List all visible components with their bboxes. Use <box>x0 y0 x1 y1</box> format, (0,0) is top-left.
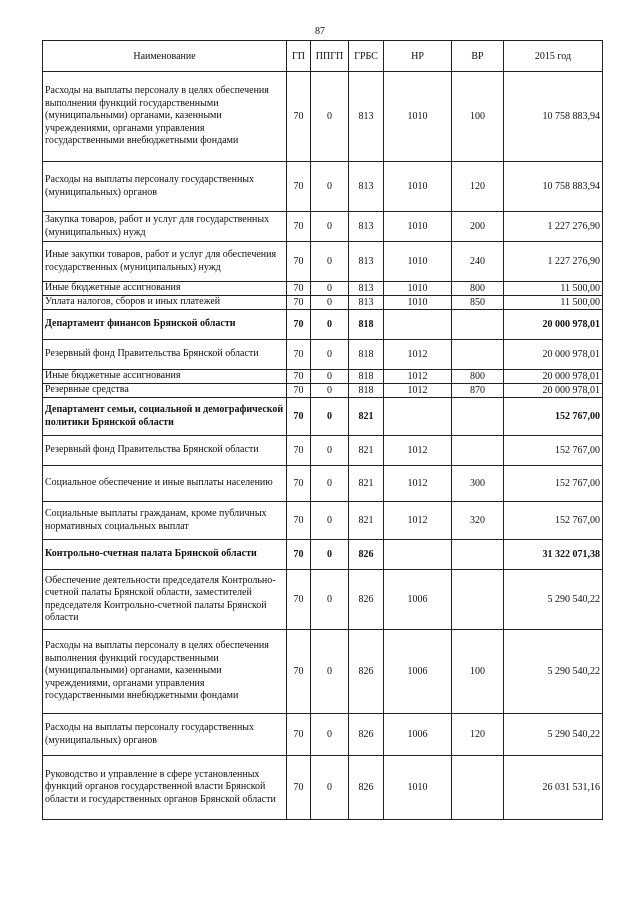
table-row <box>43 296 603 310</box>
cell-nr <box>384 540 452 570</box>
cell-grbs: 826 <box>349 570 384 630</box>
header-year: 2015 год <box>504 41 603 72</box>
cell-grbs: 818 <box>349 370 384 384</box>
cell-amount: 152 767,00 <box>504 466 603 502</box>
cell-grbs: 813 <box>349 296 384 310</box>
cell-ppgp: 0 <box>311 714 349 756</box>
cell-name: Департамент финансов Брянской области <box>43 310 287 340</box>
cell-ppgp: 0 <box>311 282 349 296</box>
cell-amount: 152 767,00 <box>504 502 603 540</box>
cell-gp: 70 <box>287 466 311 502</box>
cell-vr <box>452 340 504 370</box>
cell-amount: 11 500,00 <box>504 282 603 296</box>
table-row <box>43 630 603 714</box>
cell-nr <box>384 398 452 436</box>
cell-ppgp: 0 <box>311 296 349 310</box>
cell-amount: 20 000 978,01 <box>504 370 603 384</box>
cell-gp: 70 <box>287 714 311 756</box>
cell-grbs: 821 <box>349 502 384 540</box>
cell-gp: 70 <box>287 340 311 370</box>
table-row <box>43 502 603 540</box>
cell-vr: 120 <box>452 714 504 756</box>
cell-vr: 100 <box>452 630 504 714</box>
cell-vr <box>452 310 504 340</box>
table-row <box>43 340 603 370</box>
cell-name: Социальное обеспечение и иные выплаты населению <box>43 466 287 502</box>
cell-gp: 70 <box>287 436 311 466</box>
cell-ppgp: 0 <box>311 340 349 370</box>
table-row <box>43 756 603 820</box>
table-row <box>43 370 603 384</box>
cell-amount: 1 227 276,90 <box>504 212 603 242</box>
cell-name: Расходы на выплаты персоналу в целях обеспечения выполнения функций государственными (муниципальными) органами, казенными учреждениями, органами управления государственными внебюджетными фондами <box>43 630 287 714</box>
cell-vr <box>452 540 504 570</box>
cell-gp: 70 <box>287 72 311 162</box>
table-row <box>43 282 603 296</box>
cell-vr <box>452 436 504 466</box>
table-row <box>43 384 603 398</box>
table-row <box>43 570 603 630</box>
cell-ppgp: 0 <box>311 630 349 714</box>
cell-ppgp: 0 <box>311 162 349 212</box>
cell-nr: 1010 <box>384 72 452 162</box>
header-name: Наименование <box>43 41 287 72</box>
cell-grbs: 821 <box>349 398 384 436</box>
cell-grbs: 818 <box>349 340 384 370</box>
cell-grbs: 826 <box>349 756 384 820</box>
cell-name: Расходы на выплаты персоналу в целях обеспечения выполнения функций государственными (муниципальными) органами, казенными учреждениями, органами управления государственными внебюджетными фондами <box>43 72 287 162</box>
cell-amount: 20 000 978,01 <box>504 310 603 340</box>
cell-nr: 1012 <box>384 436 452 466</box>
table-row <box>43 212 603 242</box>
cell-gp: 70 <box>287 398 311 436</box>
cell-vr: 850 <box>452 296 504 310</box>
cell-nr: 1006 <box>384 714 452 756</box>
cell-vr: 870 <box>452 384 504 398</box>
cell-vr: 200 <box>452 212 504 242</box>
cell-grbs: 821 <box>349 466 384 502</box>
cell-amount: 26 031 531,16 <box>504 756 603 820</box>
cell-amount: 152 767,00 <box>504 436 603 466</box>
cell-name: Резервный фонд Правительства Брянской области <box>43 340 287 370</box>
table-row <box>43 72 603 162</box>
table-header-row <box>43 41 603 72</box>
header-vr: ВР <box>452 41 504 72</box>
cell-nr: 1010 <box>384 212 452 242</box>
cell-name: Уплата налогов, сборов и иных платежей <box>43 296 287 310</box>
cell-grbs: 818 <box>349 310 384 340</box>
cell-ppgp: 0 <box>311 310 349 340</box>
cell-amount: 5 290 540,22 <box>504 714 603 756</box>
cell-vr: 120 <box>452 162 504 212</box>
cell-name: Иные закупки товаров, работ и услуг для обеспечения государственных (муниципальных) нужд <box>43 242 287 282</box>
cell-grbs: 826 <box>349 630 384 714</box>
cell-gp: 70 <box>287 242 311 282</box>
cell-amount: 1 227 276,90 <box>504 242 603 282</box>
cell-vr: 300 <box>452 466 504 502</box>
cell-name: Расходы на выплаты персоналу государственных (муниципальных) органов <box>43 714 287 756</box>
cell-nr: 1006 <box>384 630 452 714</box>
cell-vr <box>452 398 504 436</box>
cell-gp: 70 <box>287 570 311 630</box>
cell-name: Контрольно-счетная палата Брянской области <box>43 540 287 570</box>
cell-gp: 70 <box>287 296 311 310</box>
cell-grbs: 818 <box>349 384 384 398</box>
table-row <box>43 714 603 756</box>
cell-nr: 1006 <box>384 570 452 630</box>
cell-gp: 70 <box>287 540 311 570</box>
cell-nr: 1010 <box>384 162 452 212</box>
table-row <box>43 466 603 502</box>
cell-grbs: 813 <box>349 242 384 282</box>
header-gp: ГП <box>287 41 311 72</box>
budget-table <box>42 40 603 820</box>
cell-ppgp: 0 <box>311 466 349 502</box>
cell-amount: 152 767,00 <box>504 398 603 436</box>
cell-nr: 1012 <box>384 370 452 384</box>
cell-amount: 5 290 540,22 <box>504 570 603 630</box>
cell-nr: 1012 <box>384 340 452 370</box>
cell-name: Обеспечение деятельности председателя Контрольно-счетной палаты Брянской области, заместителей председателя Контрольно-счетной палаты Брянской области <box>43 570 287 630</box>
cell-grbs: 826 <box>349 540 384 570</box>
cell-gp: 70 <box>287 370 311 384</box>
cell-name: Иные бюджетные ассигнования <box>43 282 287 296</box>
cell-name: Закупка товаров, работ и услуг для государственных (муниципальных) нужд <box>43 212 287 242</box>
cell-ppgp: 0 <box>311 72 349 162</box>
page-number: 87 <box>315 26 325 37</box>
cell-grbs: 826 <box>349 714 384 756</box>
cell-vr: 240 <box>452 242 504 282</box>
cell-ppgp: 0 <box>311 436 349 466</box>
cell-vr <box>452 570 504 630</box>
table-row <box>43 436 603 466</box>
cell-nr: 1012 <box>384 502 452 540</box>
header-grbs: ГРБС <box>349 41 384 72</box>
cell-gp: 70 <box>287 384 311 398</box>
table-row-section <box>43 398 603 436</box>
cell-gp: 70 <box>287 756 311 820</box>
cell-amount: 10 758 883,94 <box>504 162 603 212</box>
cell-gp: 70 <box>287 282 311 296</box>
cell-gp: 70 <box>287 630 311 714</box>
header-nr: НР <box>384 41 452 72</box>
cell-amount: 11 500,00 <box>504 296 603 310</box>
cell-nr: 1010 <box>384 242 452 282</box>
cell-amount: 20 000 978,01 <box>504 384 603 398</box>
cell-ppgp: 0 <box>311 570 349 630</box>
header-ppgp: ППГП <box>311 41 349 72</box>
cell-ppgp: 0 <box>311 242 349 282</box>
cell-nr: 1010 <box>384 282 452 296</box>
cell-grbs: 813 <box>349 212 384 242</box>
table-body <box>43 72 603 820</box>
cell-gp: 70 <box>287 212 311 242</box>
table-row <box>43 242 603 282</box>
cell-name: Департамент семьи, социальной и демографической политики Брянской области <box>43 398 287 436</box>
cell-name: Резервный фонд Правительства Брянской области <box>43 436 287 466</box>
cell-nr <box>384 310 452 340</box>
cell-name: Иные бюджетные ассигнования <box>43 370 287 384</box>
cell-vr <box>452 756 504 820</box>
cell-vr: 100 <box>452 72 504 162</box>
cell-vr: 800 <box>452 282 504 296</box>
cell-name: Расходы на выплаты персоналу государственных (муниципальных) органов <box>43 162 287 212</box>
cell-name: Резервные средства <box>43 384 287 398</box>
cell-name: Руководство и управление в сфере установленных функций органов государственной власти Брянской области и государственных органов Брянской области <box>43 756 287 820</box>
cell-vr: 320 <box>452 502 504 540</box>
cell-ppgp: 0 <box>311 502 349 540</box>
cell-nr: 1012 <box>384 466 452 502</box>
cell-nr: 1012 <box>384 384 452 398</box>
cell-name: Социальные выплаты гражданам, кроме публичных нормативных социальных выплат <box>43 502 287 540</box>
cell-grbs: 813 <box>349 72 384 162</box>
cell-nr: 1010 <box>384 296 452 310</box>
cell-gp: 70 <box>287 310 311 340</box>
cell-amount: 20 000 978,01 <box>504 340 603 370</box>
cell-vr: 800 <box>452 370 504 384</box>
table-row-section <box>43 310 603 340</box>
cell-gp: 70 <box>287 162 311 212</box>
cell-grbs: 821 <box>349 436 384 466</box>
cell-grbs: 813 <box>349 282 384 296</box>
cell-nr: 1010 <box>384 756 452 820</box>
cell-amount: 5 290 540,22 <box>504 630 603 714</box>
cell-ppgp: 0 <box>311 398 349 436</box>
table-row-section <box>43 540 603 570</box>
cell-ppgp: 0 <box>311 756 349 820</box>
cell-amount: 10 758 883,94 <box>504 72 603 162</box>
cell-ppgp: 0 <box>311 370 349 384</box>
cell-amount: 31 322 071,38 <box>504 540 603 570</box>
table-row <box>43 162 603 212</box>
cell-ppgp: 0 <box>311 212 349 242</box>
cell-ppgp: 0 <box>311 540 349 570</box>
cell-grbs: 813 <box>349 162 384 212</box>
cell-ppgp: 0 <box>311 384 349 398</box>
cell-gp: 70 <box>287 502 311 540</box>
